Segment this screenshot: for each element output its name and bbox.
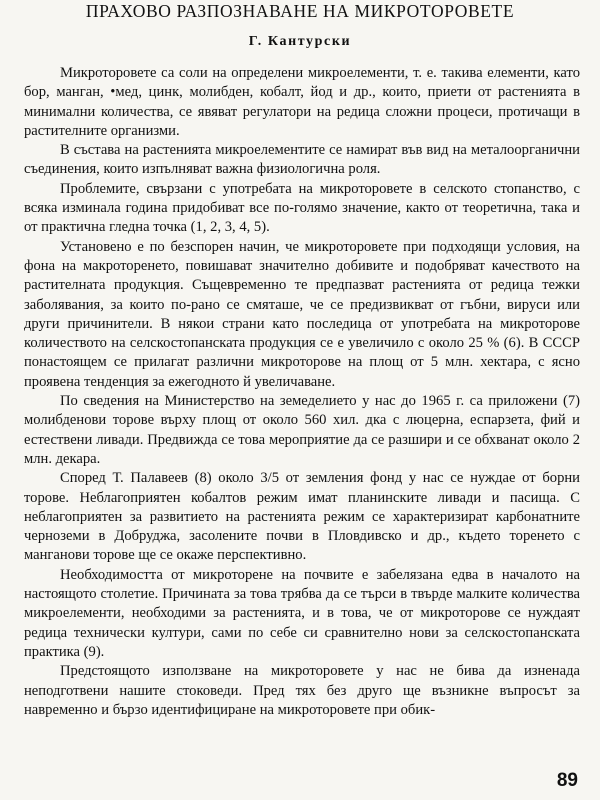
paragraph: Необходимостта от микроторене на почвите е забелязана едва в началото на настоящото столетие. Причината за това трябва да се търси в твърде малките количества микроелементи, необходими за растенията, и в това, че от микроторове се нуждаят редица технически култури, сами по себе си сравнително нови за селскостопанската практика (9). [24, 566, 580, 660]
paragraph: Според Т. Палавеев (8) около 3/5 от земления фонд у нас се нуждае от борни торове. Неблагоприятен кобалтов режим имат планинските ливади и пасища. С неблагоприятен за развитието на растенията режим се характеризират карбонатните черноземи в Добруджа, засолените почви в Пловдивско и др., където торенето с манганови торове ще се окаже перспективно. [24, 470, 580, 564]
paragraph: Установено е по безспорен начин, че микроторовете при подходящи условия, на фона на макроторенето, повишават значително добивите и подобряват качеството на растителната продукция. Същевременно те предпазват растенията от редица тежки заболявания, за които по-рано се смяташе, че се предизвикват от гъбни, вируси или други причинители. В някои страни като последица от употребата на микроторове количеството на селскостопанската продукция се е увеличило с около 25 % (6). В СССР понастоящем се прилагат различни микроторове на площ от 5 млн. хектара, с ясно проявена тенденция за ежегодното й увеличаване. [24, 238, 580, 390]
page-number: 89 [556, 770, 578, 791]
article-author: Г. Кантурски [248, 34, 352, 49]
article-body [24, 64, 580, 720]
paragraph: По сведения на Министерство на земеделието у нас до 1965 г. са приложени (7) молибденови торове върху площ от около 560 хил. дка с люцерна, еспарзета, фий и естествени ливади. Предвижда се това мероприятие да се разшири и се обхванат около 2 млн. декара. [24, 393, 580, 467]
paragraph: В състава на растенията микроелементите се намират във вид на металоорганични съединения, които изпълняват важна физиологична роля. [24, 142, 580, 178]
article-title: ПРАХОВО РАЗПОЗНАВАНЕ НА МИКРОТОРОВЕТЕ [85, 1, 515, 21]
paragraph: Предстоящото използване на микроторовете у нас не бива да изненада неподготвени нашите стоковеди. Пред тях без друго ще възникне въпросът за навременно и бързо идентифициране на микроторовете при обик- [24, 663, 580, 718]
paragraph: Проблемите, свързани с употребата на микроторовете в селското стопанство, с всяка изминала година придобиват все по-голямо значение, както от теоретична, така и от практична гледна точка (1, 2, 3, 4, 5). [24, 180, 580, 236]
paragraph: Микроторовете са соли на определени микроелементи, т. е. такива елементи, като бор, манган, •мед, цинк, молибден, кобалт, йод и др., които, приети от растенията в минимални количества, се явяват регулатори на редица сложни процеси, протичащи в растителните организми. [24, 65, 580, 139]
